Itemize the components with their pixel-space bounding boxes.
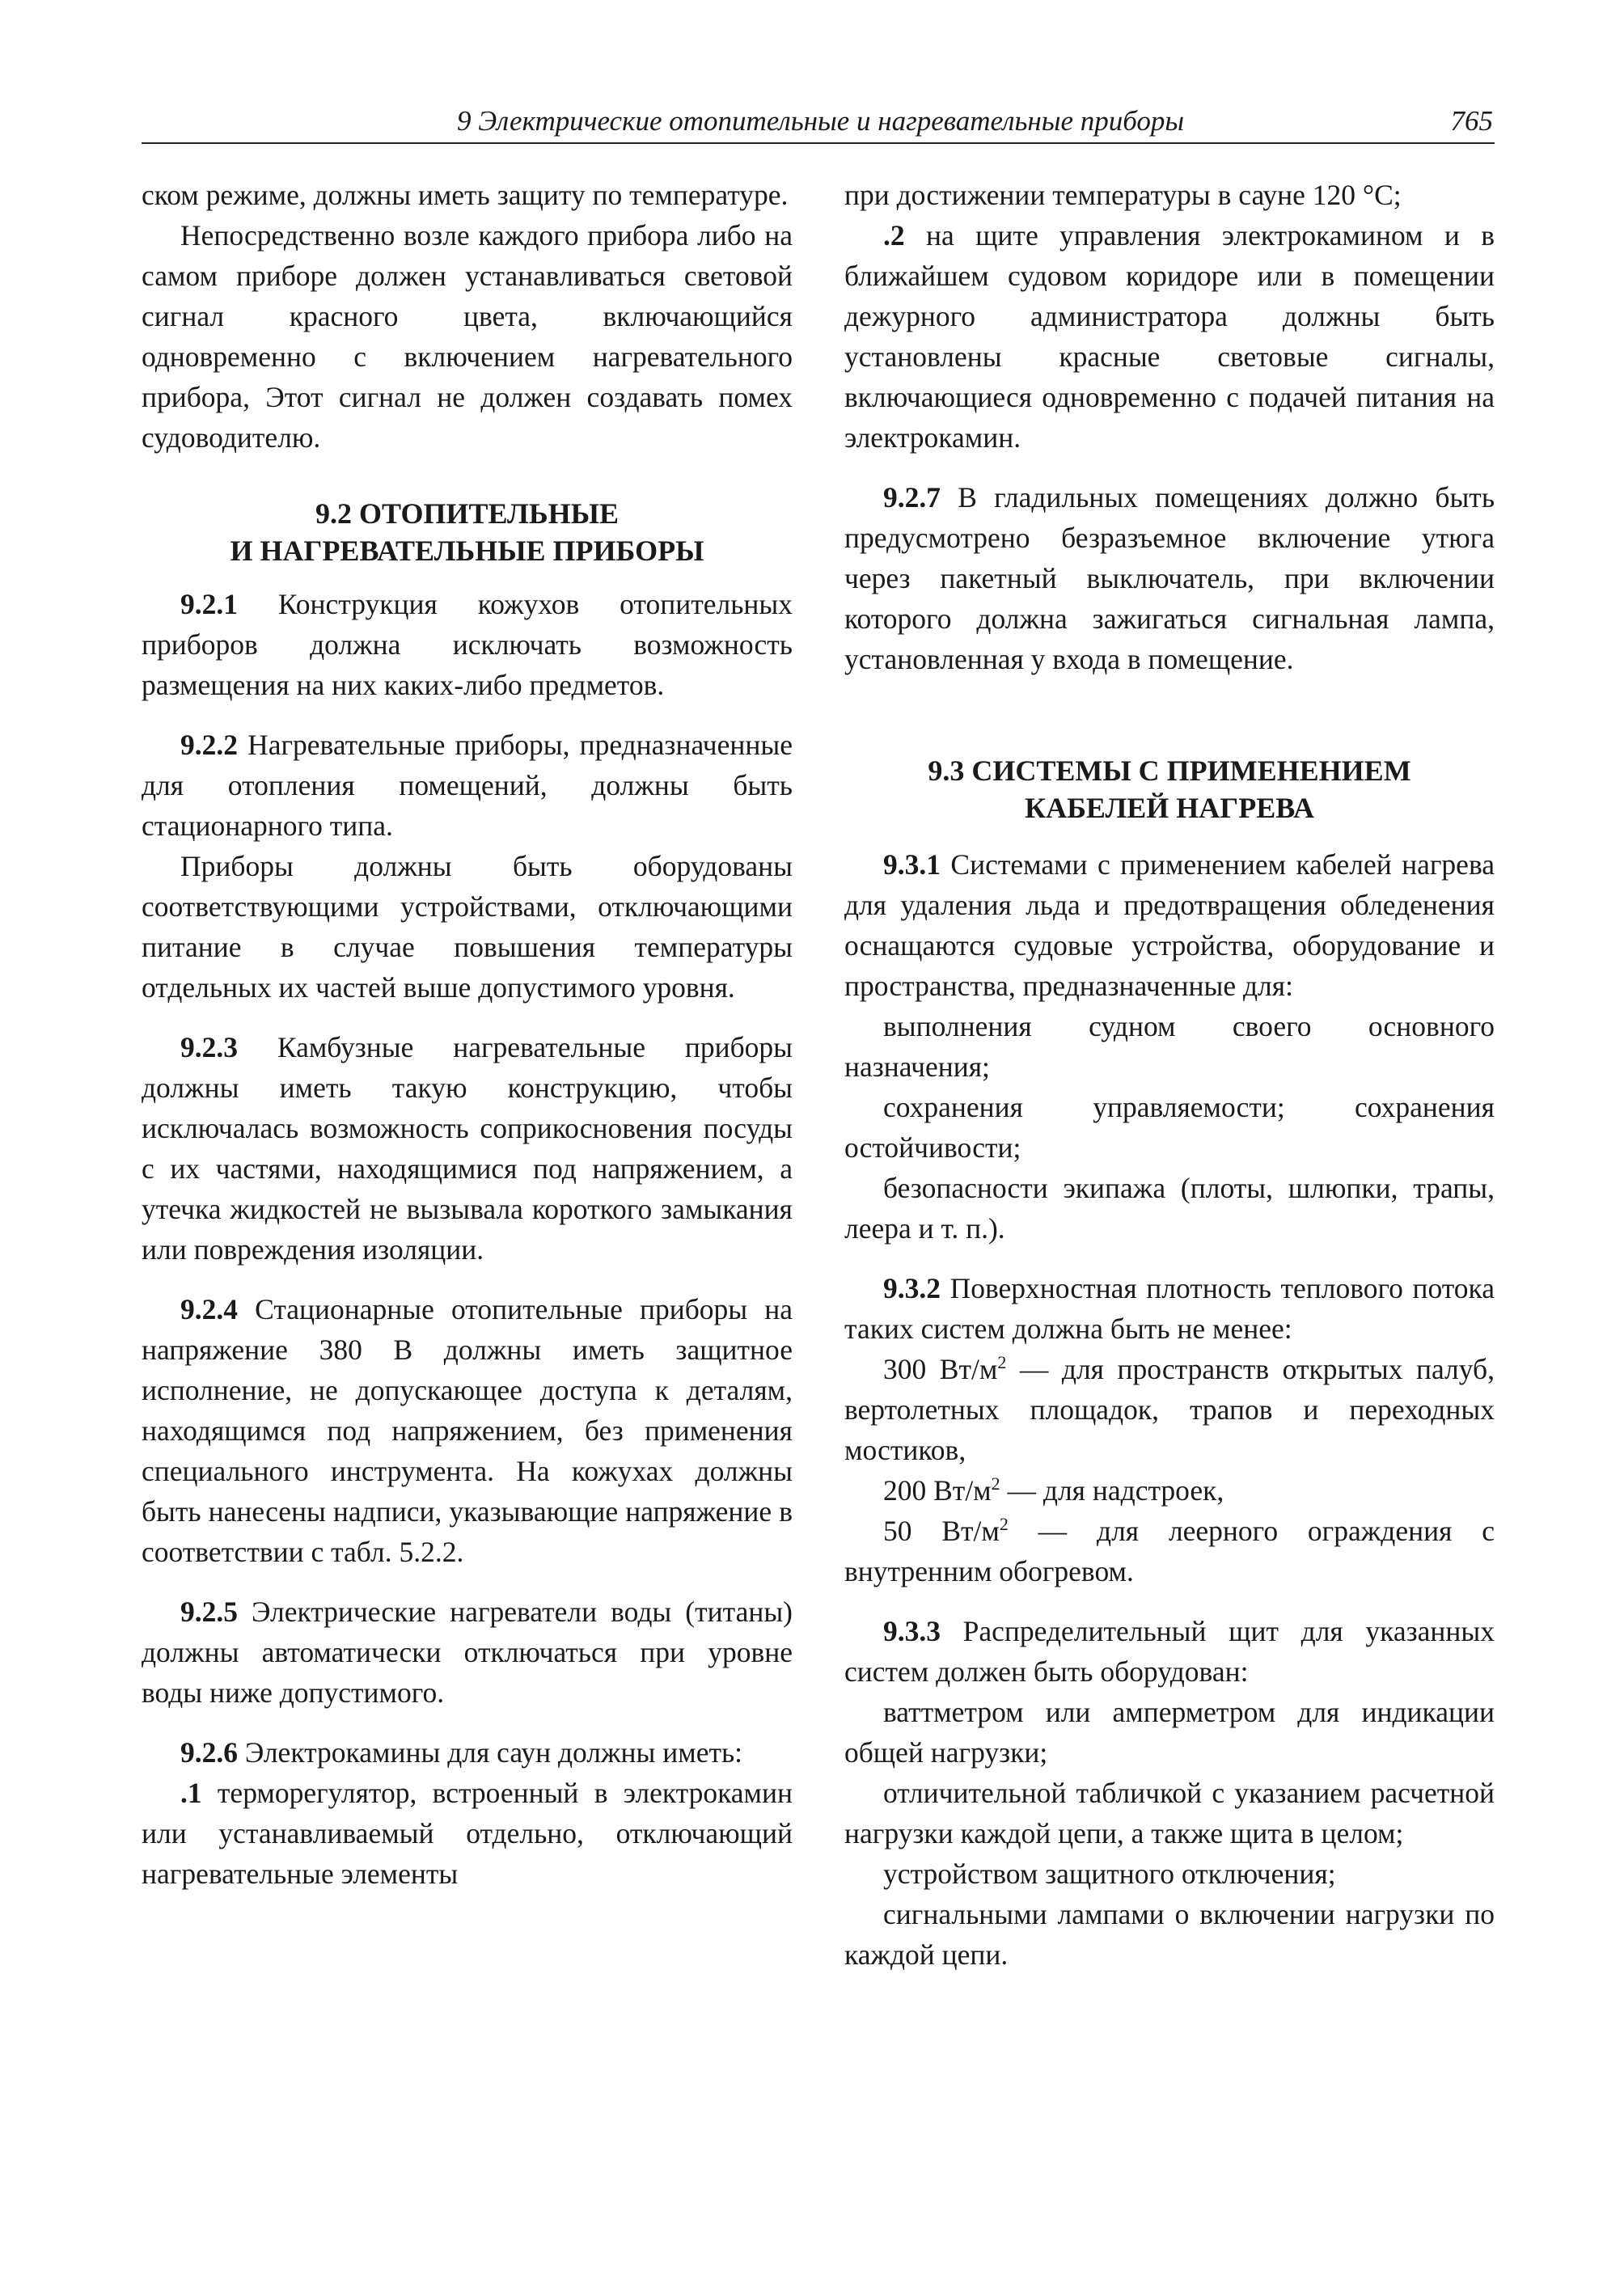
list-item: безопасности экипажа (плоты, шлюпки, трапы, леера и т. п.). [844,1172,1495,1245]
clause-number: 9.2.2 [180,729,238,761]
superscript: 2 [991,1473,1000,1494]
list-item: выполнения судном своего основного назначения; [844,1010,1495,1083]
value-text: 300 Вт/м [883,1353,998,1385]
clause-text: Распределительный щит для указанных систем должен быть оборудован: [844,1615,1495,1688]
list-item [844,1470,1495,1511]
clause-text: Стационарные отопительные приборы на напряжение 380 В должны иметь защитное исполнение, не допускающее доступа к деталям, находящимся под напряжением, без применения специального инструмента. На кожухах должны быть нанесены надписи, указывающие напряжение в соответствии с табл. 5.2.2. [142,1293,793,1568]
clause-text: Системами с применением кабелей нагрева для удаления льда и предотвращения обледенения оснащаются судовые устройства, оборудование и пространства, предназначенные для: [844,848,1495,1002]
clause-9-2-3 [142,1027,793,1270]
left-column [142,175,793,1894]
superscript: 2 [999,1514,1009,1535]
clause-text: Конструкция кожухов отопительных приборов должна исключать возможность размещения на них каких-либо предметов. [142,588,793,701]
clause-number: 9.2.3 [180,1031,238,1063]
value-text: — для пространств открытых палуб, вертолетных площадок, трапов и переходных мостиков, [844,1353,1495,1466]
value-text: 50 Вт/м [883,1515,1000,1547]
subclause-1 [142,1773,793,1894]
clause-text: В гладильных помещениях должно быть предусмотрено безразъемное включение утюга через пакетный выключатель, при включении которого должна зажигаться сигнальная лампа, установленная у входа в помещение. [844,481,1495,675]
heading-line: И НАГРЕВАТЕЛЬНЫЕ ПРИБОРЫ [230,535,704,567]
list-item: сохранения управляемости; сохранения остойчивости; [844,1091,1495,1164]
subclause-number: .2 [883,219,905,252]
section-heading-9-3 [844,752,1495,826]
superscript: 2 [997,1352,1007,1373]
clause-9-2-6 [142,1732,793,1773]
clause-number: 9.2.1 [180,588,238,620]
clause-text: Электрические нагреватели воды (титаны) должны автоматически отключаться при уровне воды ниже допустимого. [142,1596,793,1709]
paragraph: ском режиме, должны иметь защиту по температуре. [142,179,789,211]
clause-text: Нагревательные приборы, предназначенные для отопления помещений, должны быть стационарного типа. [142,729,793,842]
heading-line: 9.2 ОТОПИТЕЛЬНЫЕ [315,497,620,530]
clause-text: Камбузные нагревательные приборы должны иметь такую конструкцию, чтобы исключалась возможность соприкосновения посуды с их частями, находящимися под напряжением, а утечка жидкостей не вызывала короткого замыкания или повреждения изоляции. [142,1031,793,1266]
subclause-text: терморегулятор, встроенный в электрокамин или устанавливаемый отдельно, отключающий нагревательные элементы [142,1777,793,1890]
clause-text: Поверхностная плотность теплового потока таких систем должна быть не менее: [844,1272,1495,1345]
clause-9-3-1 [844,844,1495,1006]
value-text: — для надстроек, [1000,1474,1224,1507]
right-column [844,175,1495,1975]
subclause-number: .1 [180,1777,202,1809]
clause-9-3-2 [844,1268,1495,1349]
paragraph: Непосредственно возле каждого прибора либо на самом приборе должен устанавливаться световой сигнал красного цвета, включающийся одновременно с включением нагревательного прибора, Этот сигнал не должен создавать помех судоводителю. [142,219,793,454]
running-header [142,105,1495,144]
clause-number: 9.3.1 [883,848,941,881]
clause-number: 9.3.2 [883,1272,941,1304]
page-number: 765 [1450,105,1493,137]
paragraph: Приборы должны быть оборудованы соответствующими устройствами, отключающими питание в случае повышения температуры отдельных их частей выше допустимого уровня. [142,850,793,1004]
clause-text: Электрокамины для саун должны иметь: [244,1736,743,1769]
clause-9-2-7 [844,477,1495,679]
clause-number: 9.2.6 [180,1736,238,1769]
value-text: — для леерного ограждения с внутренним обогревом. [844,1515,1495,1587]
clause-number: 9.2.5 [180,1596,238,1628]
clause-9-2-4 [142,1289,793,1572]
paragraph: при достижении температуры в сауне 120 °С; [844,179,1402,211]
clause-number: 9.2.4 [180,1293,238,1325]
clause-9-2-2 [142,725,793,846]
heading-line: 9.3 СИСТЕМЫ С ПРИМЕНЕНИЕМ [928,755,1411,787]
list-item: отличительной табличкой с указанием расчетной нагрузки каждой цепи, а также щита в целом; [844,1777,1495,1849]
clause-9-2-1 [142,584,793,705]
subclause-text: на щите управления электрокамином и в ближайшем судовом коридоре или в помещении дежурного администратора должны быть установлены красные световые сигналы, включающиеся одновременно с подачей питания на электрокамин. [844,219,1495,454]
value-text: 200 Вт/м [883,1474,992,1507]
list-item [844,1511,1495,1591]
list-item: ваттметром или амперметром для индикации общей нагрузки; [844,1696,1495,1769]
list-item: устройством защитного отключения; [883,1858,1336,1890]
list-item [844,1349,1495,1470]
subclause-2 [844,215,1495,458]
clause-number: 9.2.7 [883,481,941,514]
section-heading-9-2 [142,495,793,569]
clause-9-3-3 [844,1611,1495,1692]
list-item: сигнальными лампами о включении нагрузки по каждой цепи. [844,1898,1495,1971]
clause-9-2-5 [142,1591,793,1713]
clause-number: 9.3.3 [883,1615,941,1647]
running-title: 9 Электрические отопительные и нагревательные приборы [457,105,1185,137]
heading-line: КАБЕЛЕЙ НАГРЕВА [1025,792,1314,824]
